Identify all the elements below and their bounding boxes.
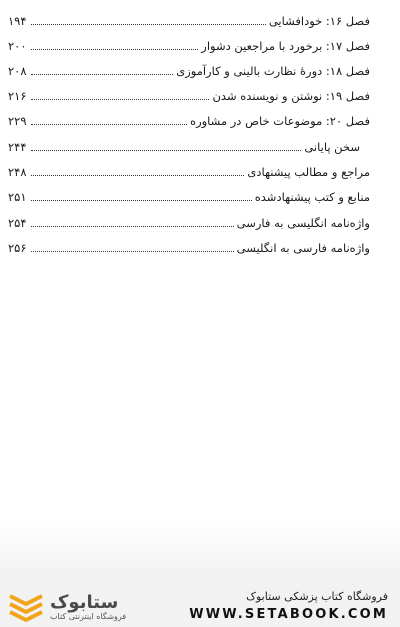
toc-entry-title: فصل ۱۷: برخورد با مراجعین دشوار	[201, 39, 370, 53]
toc-entry	[8, 134, 370, 154]
toc-entry-page: ۱۹۴	[8, 14, 27, 28]
toc-leader-dots	[31, 200, 252, 201]
toc-entry-page: ۲۵۴	[8, 216, 27, 230]
toc-entry-title: فصل ۱۸: دورهٔ نظارت بالینی و کارآموزی	[176, 64, 370, 78]
toc-leader-dots	[31, 175, 245, 176]
toc-entry	[8, 108, 370, 128]
toc-entry-title: واژه‌نامه انگلیسی به فارسی	[236, 216, 370, 230]
toc-entry-page: ۲۵۶	[8, 241, 27, 255]
toc-entry-page: ۲۵۱	[8, 190, 27, 204]
book-logo-icon	[6, 590, 46, 624]
toc-entry	[8, 33, 370, 53]
toc-entry-page: ۲۰۸	[8, 64, 27, 78]
toc-entry-page: ۲۱۶	[8, 89, 27, 103]
toc-entry	[8, 83, 370, 103]
toc-entry-title: مراجع و مطالب پیشنهادی	[247, 165, 370, 179]
toc-entry-title: منابع و کتب پیشنهادشده	[254, 190, 370, 204]
toc-entry-title: فصل ۲۰: موضوعات خاص در مشاوره	[190, 114, 370, 128]
toc-entry	[8, 235, 370, 255]
toc-entry-title: واژه‌نامه فارسی به انگلیسی	[236, 241, 370, 255]
toc-entry-title: سخن پایانی	[304, 140, 360, 154]
toc-leader-dots	[31, 49, 199, 50]
toc-entry	[8, 184, 370, 204]
toc-entry	[8, 8, 370, 28]
toc-entry-page: ۲۴۸	[8, 165, 27, 179]
toc-leader-dots	[31, 24, 266, 25]
toc-entry	[8, 159, 370, 179]
toc-entry	[8, 210, 370, 230]
logo-tagline: فروشگاه اینترنتی کتاب	[50, 612, 127, 621]
toc-entry-page: ۲۰۰	[8, 39, 27, 53]
toc-entry-title: فصل ۱۶: خودافشایی	[268, 14, 370, 28]
toc-leader-dots	[31, 99, 210, 100]
toc-entry-title: فصل ۱۹: نوشتن و نویسنده شدن	[212, 89, 370, 103]
toc-leader-dots	[31, 150, 302, 151]
toc-entry-page: ۲۲۹	[8, 114, 27, 128]
store-logo[interactable]	[6, 590, 156, 624]
page-bottom-fade	[0, 520, 400, 590]
logo-wordmark: ستابوک	[50, 592, 119, 613]
toc-leader-dots	[31, 251, 234, 252]
toc-leader-dots	[31, 74, 174, 75]
store-url[interactable]: WWW.SETABOOK.COM	[189, 607, 388, 622]
toc-entry	[8, 58, 370, 78]
toc-leader-dots	[31, 226, 234, 227]
store-name: فروشگاه کتاب پزشکی ستابوک	[246, 590, 388, 603]
toc-leader-dots	[31, 124, 188, 125]
toc-entry-page: ۲۴۴	[8, 140, 27, 154]
